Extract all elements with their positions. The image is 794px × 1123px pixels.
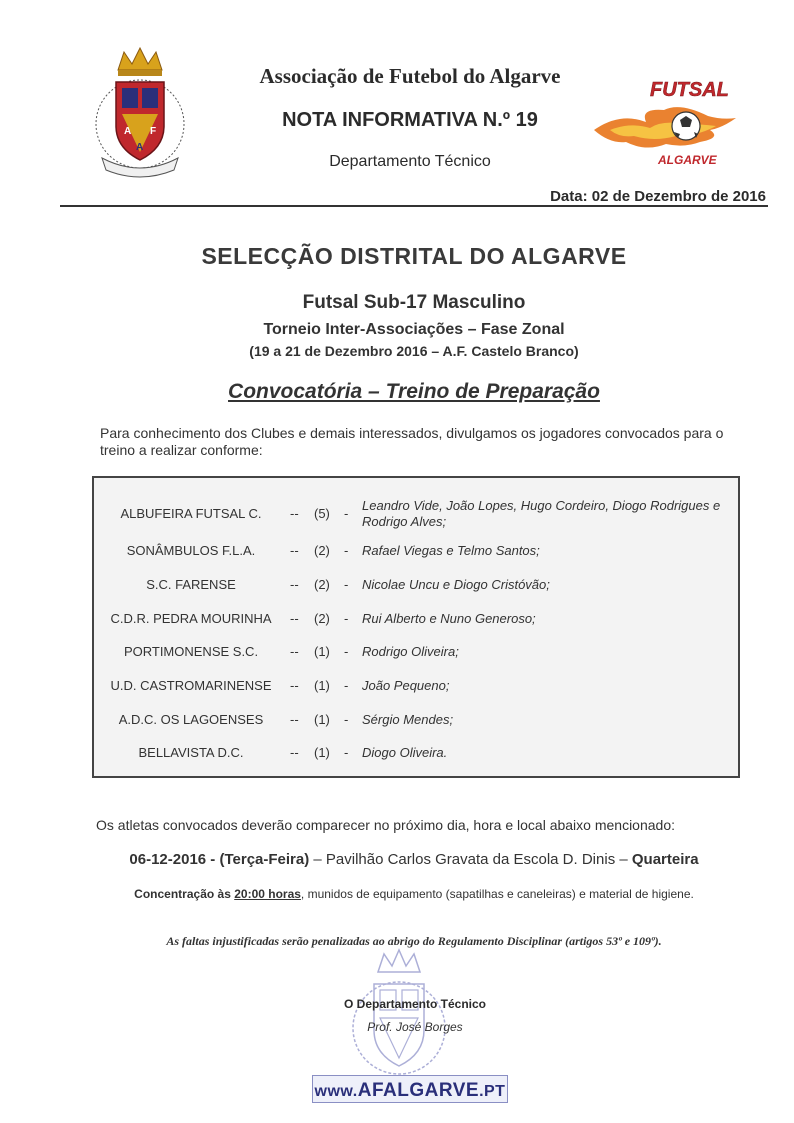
player-names: João Pequeno; (362, 678, 450, 693)
dash: -- (290, 678, 299, 693)
header-divider (60, 205, 768, 207)
player-count: (5) (314, 506, 330, 521)
tournament-dates: (19 a 21 de Dezembro 2016 – A.F. Castelo Branco) (249, 343, 579, 359)
training-date: 06-12-2016 - (Terça-Feira) (129, 851, 310, 868)
website-name: AFALGARVE (357, 1080, 480, 1101)
signature-title: O Departamento Técnico (343, 997, 487, 1011)
separator: - (344, 745, 349, 760)
concentration-time: 20:00 horas (234, 887, 301, 901)
separator: - (344, 712, 349, 727)
concentration-label: Concentração às (134, 887, 235, 901)
dash: -- (290, 745, 299, 760)
dash: -- (290, 712, 299, 727)
nota-number: NOTA INFORMATIVA N.º 19 (282, 109, 538, 131)
department-label: Departamento Técnico (329, 153, 491, 170)
crest-letter-a1: A (124, 126, 132, 137)
player-names: Diogo Oliveira. (362, 745, 448, 760)
website-banner (312, 1075, 508, 1103)
convocatoria-text: Convocatória – Treino de Preparação (228, 380, 600, 403)
crest-letter-a2: A (136, 142, 144, 153)
club-name: BELLAVISTA D.C. (138, 745, 244, 760)
player-count: (2) (314, 611, 330, 626)
futsal-region: ALGARVE (658, 153, 717, 167)
player-count: (1) (314, 678, 330, 693)
sub-title: Futsal Sub-17 Masculino (302, 292, 526, 313)
crest-letter-f: F (150, 126, 157, 137)
dash: -- (290, 577, 299, 592)
signature-name: Prof. José Borges (367, 1020, 463, 1034)
tournament-name: Torneio Inter-Associações – Fase Zonal (263, 321, 565, 338)
dash: -- (290, 611, 299, 626)
appearance-notice: Os atletas convocados deverão comparecer no próximo dia, hora e local abaixo mencionado: (96, 817, 675, 833)
dash: -- (290, 543, 299, 558)
afa-crest-logo (88, 42, 192, 182)
main-title: SELECÇÃO DISTRITAL DO ALGARVE (201, 243, 627, 269)
training-town: Quarteira (631, 851, 699, 868)
separator: - (344, 611, 349, 626)
separator: - (344, 678, 349, 693)
futsal-word: FUTSAL (650, 79, 729, 101)
separator: - (344, 543, 349, 558)
player-count: (1) (314, 745, 330, 760)
website-text (313, 1080, 507, 1102)
club-name: ALBUFEIRA FUTSAL C. (120, 506, 262, 521)
player-count: (2) (314, 543, 330, 558)
training-schedule (60, 851, 768, 868)
player-names: Rui Alberto e Nuno Generoso; (362, 611, 536, 626)
organization-name: Associação de Futebol do Algarve (259, 64, 561, 88)
club-name: A.D.C. OS LAGOENSES (118, 712, 264, 727)
player-count: (1) (314, 644, 330, 659)
club-name: S.C. FARENSE (146, 577, 236, 592)
player-names: Nicolae Uncu e Diogo Cristóvão; (362, 577, 550, 592)
player-names: Rafael Viegas e Telmo Santos; (362, 543, 540, 558)
convocatoria-heading (60, 380, 768, 404)
website-prefix: www. (314, 1083, 358, 1100)
disciplinary-note: As faltas injustificadas serão penalizadas ao abrigo do Regulamento Disciplinar (artigos 53º e 109º). (166, 934, 662, 948)
player-names: Sérgio Mendes; (362, 712, 454, 727)
futsal-algarve-logo (590, 72, 740, 172)
club-name: U.D. CASTROMARINENSE (110, 678, 272, 693)
concentration-rest: , munidos de equipamento (sapatilhas e caneleiras) e material de higiene. (300, 887, 694, 901)
squad-table (92, 476, 740, 778)
player-names: Rodrigo Oliveira; (362, 644, 459, 659)
intro-paragraph: Para conhecimento dos Clubes e demais interessados, divulgamos os jogadores convocados para o treino a realizar conforme: (100, 425, 724, 458)
separator: - (344, 506, 349, 521)
player-names: Leandro Vide, João Lopes, Hugo Cordeiro, Diogo Rodrigues e Rodrigo Alves; (362, 498, 721, 529)
separator: - (344, 577, 349, 592)
training-place: – Pavilhão Carlos Gravata da Escola D. Dinis – (309, 851, 632, 868)
club-name: PORTIMONENSE S.C. (123, 644, 259, 659)
website-suffix: .PT (479, 1083, 506, 1100)
player-count: (1) (314, 712, 330, 727)
dash: -- (290, 506, 299, 521)
club-name: SONÂMBULOS F.L.A. (126, 543, 256, 558)
document-date: Data: 02 de Dezembro de 2016 (550, 188, 766, 205)
separator: - (344, 644, 349, 659)
club-name: C.D.R. PEDRA MOURINHA (110, 611, 272, 626)
player-count: (2) (314, 577, 330, 592)
dash: -- (290, 644, 299, 659)
concentration-info (60, 887, 768, 901)
